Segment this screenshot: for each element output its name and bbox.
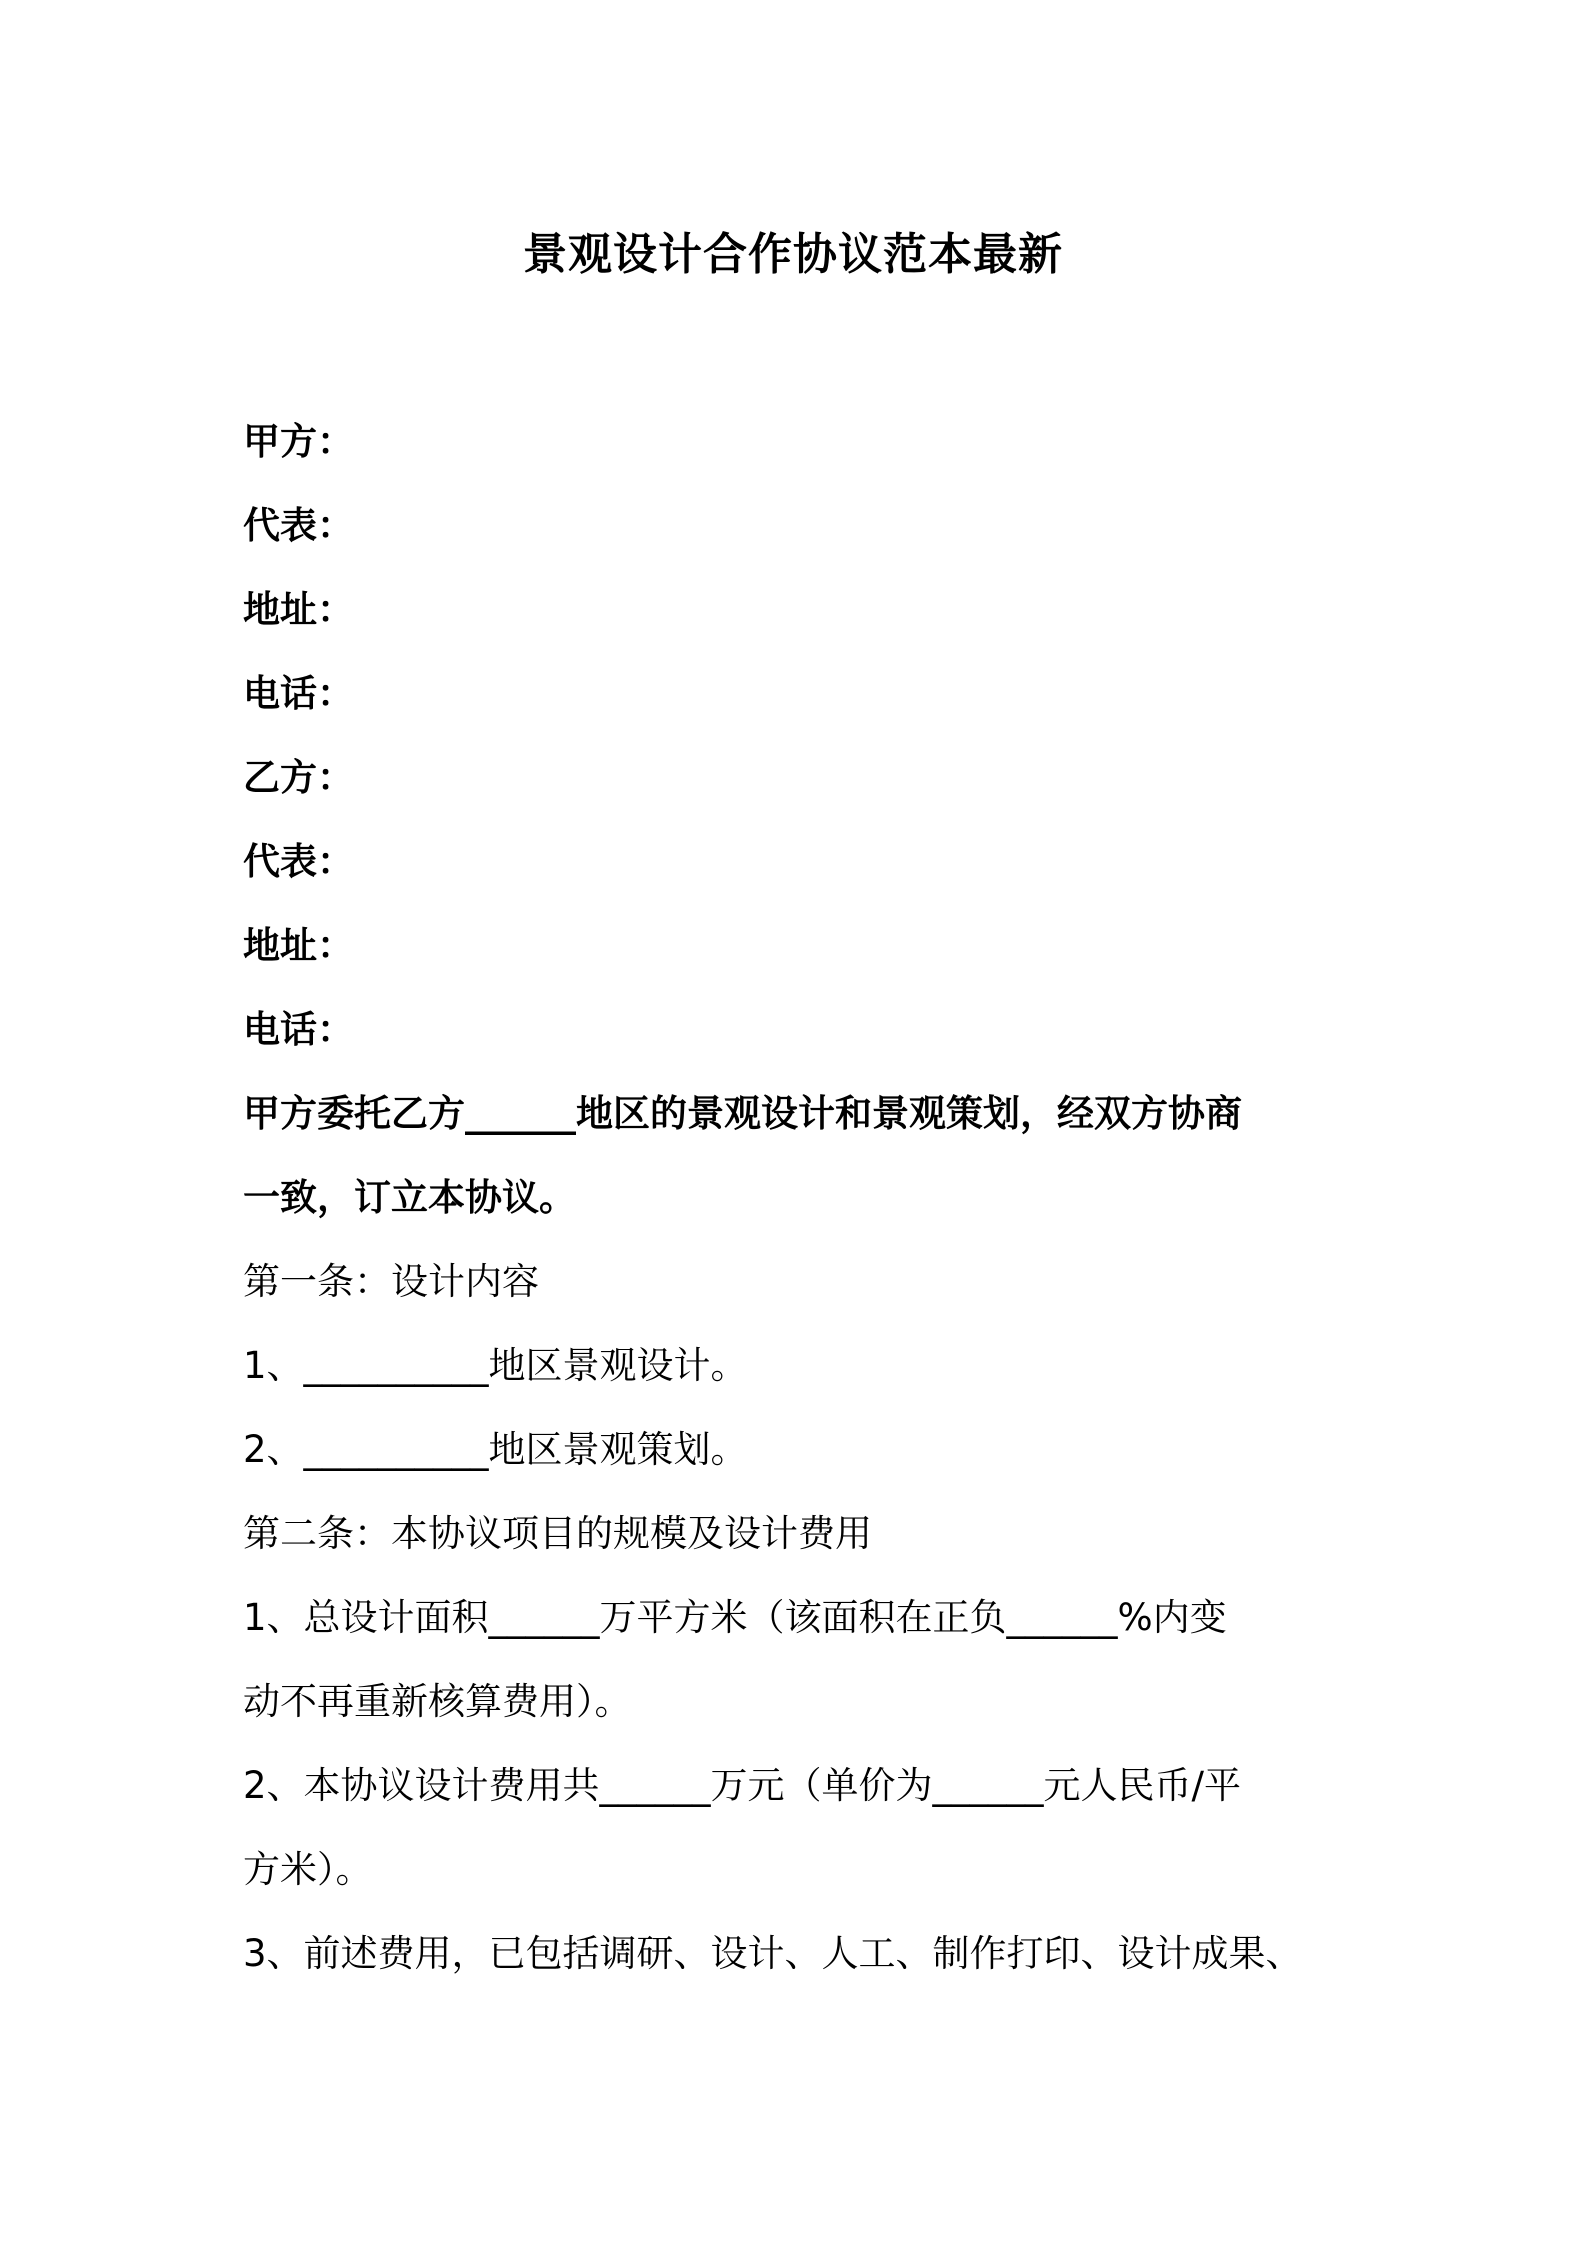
intro-line: 一致，订立本协议。 [243,1176,576,1219]
party-b-label: 乙方： [243,756,354,799]
party-a-phone: 电话： [243,672,354,715]
article2-line: 2、本协议设计费用共______万元（单价为______元人民币/平 [243,1764,1242,1807]
document-title: 景观设计合作协议范本最新 [523,229,1063,280]
intro-line: 甲方委托乙方______地区的景观设计和景观策划，经双方协商 [243,1092,1242,1135]
article2-line: 动不再重新核算费用）。 [243,1680,632,1723]
article1-item: 1、__________地区景观设计。 [243,1344,748,1387]
party-b-phone: 电话： [243,1008,354,1051]
article2-line: 方米）。 [243,1848,373,1891]
party-a-address: 地址： [243,588,354,631]
article1-heading: 第一条：设计内容 [243,1260,539,1303]
article2-line: 3、前述费用，已包括调研、设计、人工、制作打印、设计成果、 [243,1932,1303,1975]
party-a-representative: 代表： [243,504,354,547]
party-a-label: 甲方： [243,420,354,463]
document-body [243,400,1363,1996]
article2-line: 1、总设计面积______万平方米（该面积在正负______%内变 [243,1596,1227,1639]
article1-item: 2、__________地区景观策划。 [243,1428,748,1471]
party-b-address: 地址： [243,924,354,967]
party-b-representative: 代表： [243,840,354,883]
article2-heading: 第二条：本协议项目的规模及设计费用 [243,1512,872,1555]
